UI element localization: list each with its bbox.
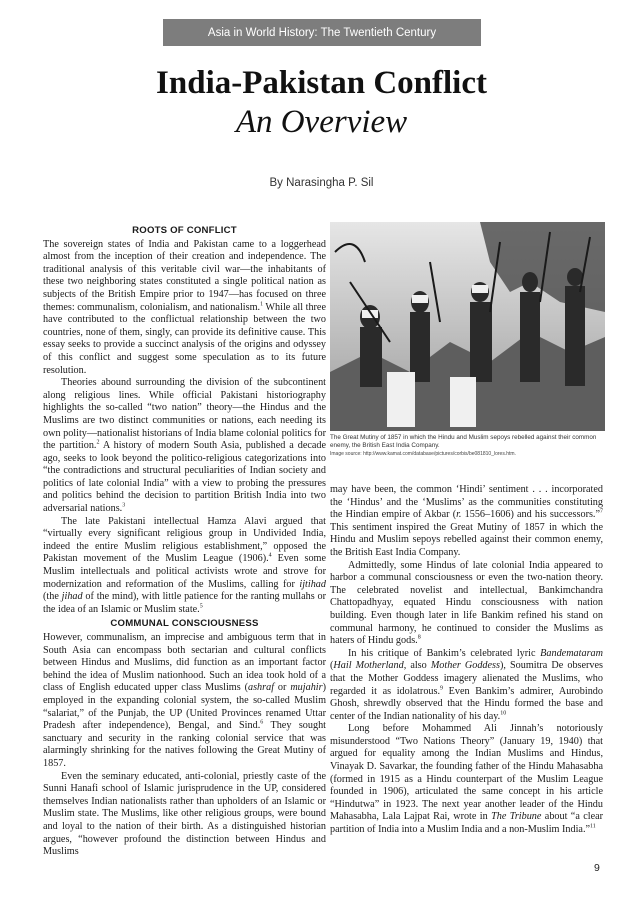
figure-caption: The Great Mutiny of 1857 in which the Hindu and Muslim sepoys rebelled against their common enemy, the British East India Company. [330, 434, 597, 450]
mutiny-illustration [330, 222, 605, 431]
paragraph: Even the seminary educated, anti-colonial, priestly caste of the Sunni Hanafi school of Islamic jurisprudence in the UP, considered themselves Indian nationalists rather than upholders of an Islamic or Muslim state. The Muslims, like other religious groups, were bound and loyal to the nation of their birth. As a distinguished historian argues, “however profound the distinction between Hindus and Muslims [43, 770, 326, 858]
page-number: 9 [594, 862, 600, 874]
paragraph: Theories abound surrounding the division of the subcontinent along religious lines. While official Pakistani historiography highlights the so-called “two nation” theory—the Hindus and the Muslims are two distinct communities or nations, each needing its own polity—nationalist historians of India blame colonial politics for the partition.$^2$ A history of modern South Asia, published a decade ago, seeks to look beyond the politico-religious categorizations into “the contradictions and structural peculiarities of Indian society and politics of late colonial India” with a view to probing the pressures and politics behind the decision to partition British India into two adversarial nations.$^3$ [43, 377, 327, 515]
paragraph: Admittedly, some Hindus of late colonial India appeared to harbor a communal consciousness or even the two-nation theory. The celebrated novelist and intellectual, Bankimchandra Chattopadhyay, equated Hindu consciousness with nation building. Even though later in life Bankim refined his stand on communal harmony, he continued to consider the Muslims as haters of Hindu gods.$^8$ [330, 559, 603, 647]
paragraph: The late Pakistani intellectual Hamza Alavi argued that “virtually every significant religious group in Undivided India, indeed the entire Muslim religious establishment,” opposed the Pakistan movement of the Muslim League (1906).$^4$ Even some Muslim intellectuals and political activists wrote and strove for modernization and reformation of the Muslims, calling for ijtihad (the jihad of the mind), with little patience for the ranting mullahs or the idea of an Islamic or Muslim state.$^5$ [43, 515, 327, 615]
article-subtitle: An Overview [235, 104, 408, 140]
figure-source: Image source: http://www.kamat.com/database/pictures/corbis/be081810_lores.htm. [330, 451, 516, 458]
paragraph: The sovereign states of India and Pakistan came to a loggerhead almost from the inception of their creation and independence. The traditional analysis of this veritable civil war—the inhabitants of these two neighboring states constituted a single political nation as subjects of the British Empire prior to 1947—has focused on three themes: communalism, colonialism, and nationalism.$^1$ While all three have contributed to the conflictual relationship between the two countries, none of them, singly, can provide its definitive cause. This essay seeks to provide a succinct analysis of the origins and odyssey of this conflict and suggest some speculation as to its future resolution. [43, 238, 326, 376]
paragraph: Long before Mohammed Ali Jinnah’s notoriously misunderstood “Two Nations Theory” (January 19, 1940) that argued for equality among the Indian Muslims and Hindus, Vinayak D. Savarkar, the founding father of the Hindu Mahasabha (formed in 1915 as a Hindu counterpart of the Muslim League founded in 1906), articulated the same concept in his article “Hindutwa” in 1923. The next year another leader of the Hindu Mahasabha, Lala Lajpat Rai, wrote in The Tribune about “a clear partition of India into a Muslim India and a non-Muslim India.”$^{11}$ [330, 723, 604, 836]
section-heading-roots: ROOTS OF CONFLICT [132, 225, 237, 236]
paragraph: In his critique of Bankim’s celebrated lyric Bandemataram (Hail Motherland, also Mother Goddess), Soumitra De observes that the Mother Goddess imagery alienated the Muslims, who regarded it as idolatrous.$^9$ Even Bankim’s admirer, Aurobindo Ghosh, shrewdly observed that the Hindu formed the base and center of the Indian nationality of his day.$^{10}$ [330, 647, 603, 722]
series-title: Asia in World History: The Twentieth Century [207, 26, 437, 39]
figure [330, 222, 605, 458]
right-column [330, 484, 603, 837]
section-heading-communal: COMMUNAL CONSCIOUSNESS [110, 618, 259, 630]
article-title: India-Pakistan Conflict [156, 65, 487, 101]
paragraph: may have been, the common ‘Hindi’ sentiment . . . incorporated the ‘Hindus’ and the ‘Muslims’ as the communities constituting the Hindian empire of Akbar (r. 1556–1606) and his successors.”$^7$ This sentiment inspired the Great Mutiny of 1857 in which the Hindu and Muslim sepoys rebelled against their common enemy, the British East India Company. [330, 484, 604, 558]
byline: By Narasingha P. Sil [269, 177, 374, 189]
series-header [163, 19, 481, 46]
left-column [43, 225, 326, 859]
paragraph: However, communalism, an imprecise and ambiguous term that in South Asia can encompass both sectarian and cultural conflicts between Hindus and Muslims, did function as an important factor behind the idea of Muslim nationhood. Such an idea took hold of a class of English educated upper class Muslims (ashraf or mujahir) employed in the expanding colonial system, the so-called Muslim “salariat,” of the Punjab, the UP (United Provinces renamed Uttar Pradesh after independence), Bengal, and Sind.$^6$ They sought sanctuary and security in the ranking colonial service that was alarmingly shrinking for the natives following the Great Mutiny of 1857. [43, 632, 326, 769]
